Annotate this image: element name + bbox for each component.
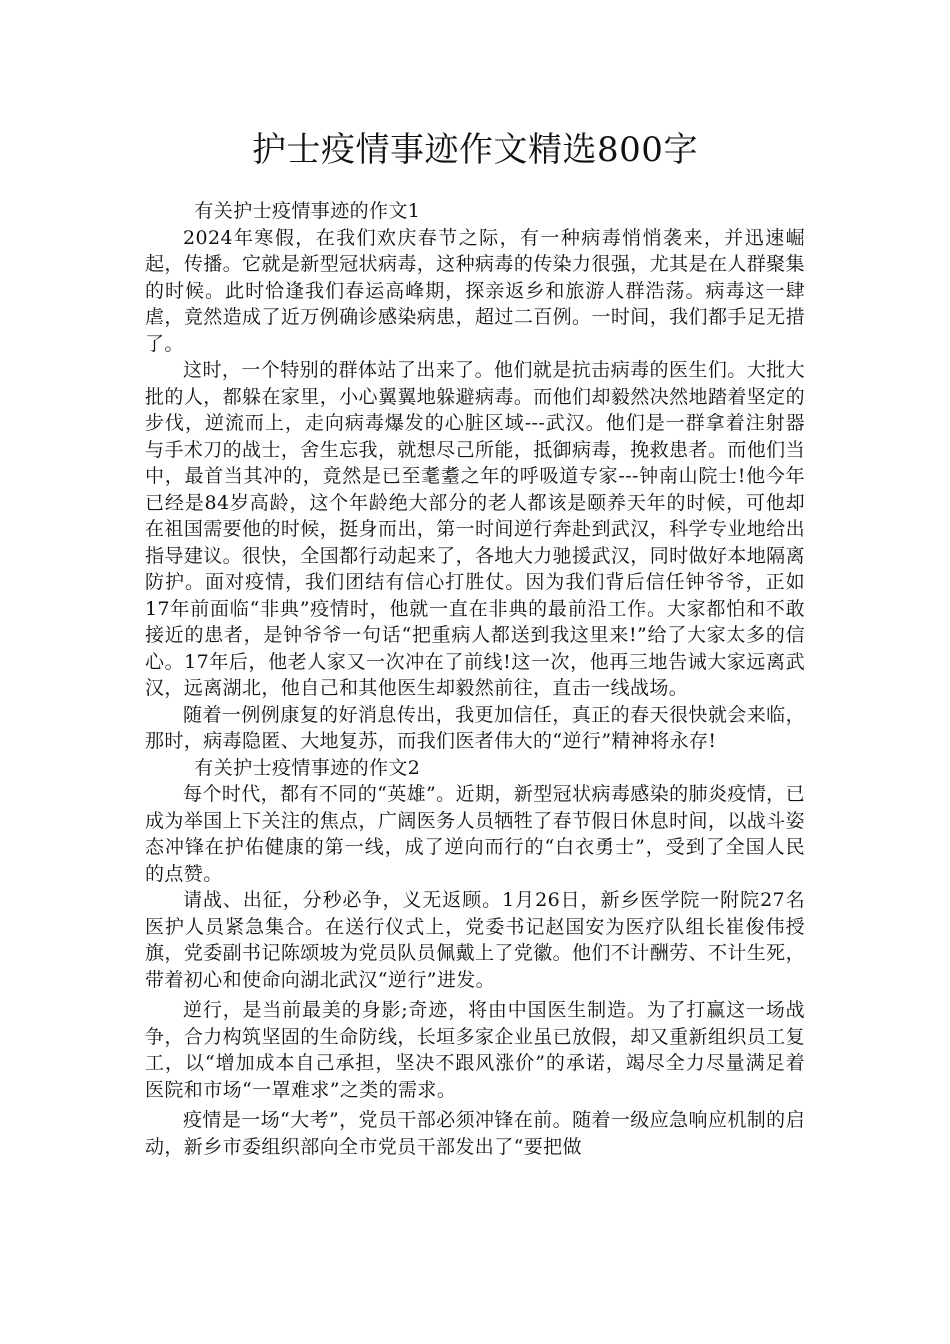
body-paragraph: 这时，一个特别的群体站了出来了。他们就是抗击病毒的医生们。大批大批的人，都躲在家里，小心翼翼地躲避病毒。而他们却毅然决然地踏着坚定的步伐，逆流而上，走向病毒爆发的心脏区域---武汉。他们是一群拿着注射器与手术刀的战士，舍生忘我，就想尽己所能，抵御病毒，挽救患者。而他们当中，最首当其冲的，竟然是已至耄耋之年的呼吸道专家---钟南山院士!他今年已经是84岁高龄，这个年龄绝大部分的老人都该是颐养天年的时候，可他却在祖国需要他的时候，挺身而出，第一时间逆行奔赴到武汉，科学专业地给出指导建议。很快，全国都行动起来了，各地大力驰援武汉，同时做好本地隔离防护。面对疫情，我们团结有信心打胜仗。因为我们背后信任钟爷爷，正如17年前面临“非典”疫情时，他就一直在非典的最前沿工作。大家都怕和不敢接近的患者，是钟爷爷一句话“把重病人都送到我这里来!”给了大家太多的信心。17年后，他老人家又一次冲在了前线!这一次，他再三地告诫大家远离武汉，远离湖北，他自己和其他医生却毅然前往，直击一线战场。 [145,359,805,699]
document-title: 护士疫情事迹作文精选800字 [252,130,698,170]
document-body [145,198,805,1160]
body-paragraph: 请战、出征，分秒必争，义无返顾。1月26日，新乡医学院一附院27名医护人员紧急集合。在送行仪式上，党委书记赵国安为医疗队组长崔俊伟授旗，党委副书记陈颂坡为党员队员佩戴上了党徽。他们不计酬劳、不计生死，带着初心和使命向湖北武汉“逆行”进发。 [145,889,805,991]
body-paragraph: 疫情是一场“大考”，党员干部必须冲锋在前。随着一级应急响应机制的启动，新乡市委组织部向全市党员干部发出了“要把做 [145,1109,805,1158]
section-heading: 有关护士疫情事迹的作文1 [194,200,421,222]
body-paragraph: 每个时代，都有不同的“英雄”。近期，新型冠状病毒感染的肺炎疫情，已成为举国上下关注的焦点，广阔医务人员牺牲了春节假日休息时间，以战斗姿态冲锋在护佑健康的第一线，成了逆向而行的“白衣勇士”，受到了全国人民的点赞。 [145,783,805,885]
section-heading: 有关护士疫情事迹的作文2 [194,756,421,779]
body-paragraph: 随着一例例康复的好消息传出，我更加信任，真正的春天很快就会来临，那时，病毒隐匿、大地复苏，而我们医者伟大的“逆行”精神将永存! [145,703,805,752]
body-paragraph: 2024年寒假，在我们欢庆春节之际，有一种病毒悄悄袭来，并迅速崛起，传播。它就是新型冠状病毒，这种病毒的传染力很强，尤其是在人群聚集的时候。此时恰逢我们春运高峰期，探亲返乡和旅游人群浩荡。病毒这一肆虐，竟然造成了近万例确诊感染病患，超过二百例。一时间，我们都手足无措了。 [145,226,805,355]
body-paragraph: 逆行，是当前最美的身影;奇迹，将由中国医生制造。为了打赢这一场战争，合力构筑坚固的生命防线，长垣多家企业虽已放假，却又重新组织员工复工，以“增加成本自己承担，坚决不跟风涨价”的承诺，竭尽全力尽量满足着医院和市场“一罩难求”之类的需求。 [145,999,805,1101]
